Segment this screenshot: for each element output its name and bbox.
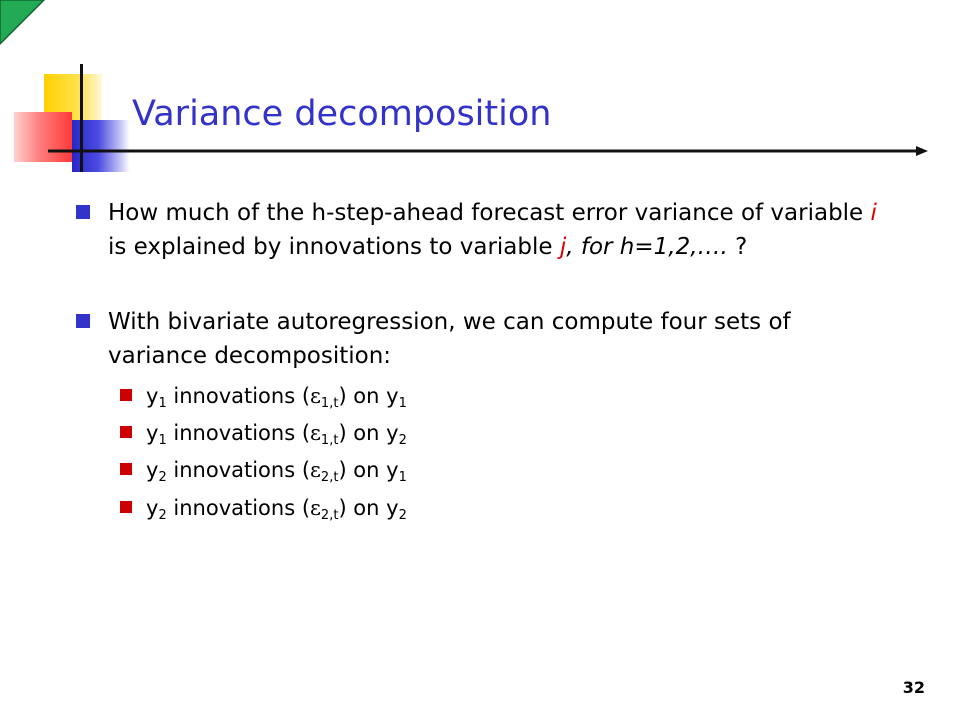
variable-j: j bbox=[559, 234, 567, 260]
sub-bullet-marker bbox=[120, 426, 132, 438]
sub-bullet-marker bbox=[120, 501, 132, 513]
sub-bullet-marker bbox=[120, 463, 132, 475]
variable-i: i bbox=[870, 200, 877, 226]
title-underline-arrow bbox=[0, 0, 960, 170]
bullet-2-line-2: variance decomposition: bbox=[108, 343, 392, 369]
sub-bullet-3: $y_2$ innovations $(\varepsilon_{2,t})$ on $y_1$ bbox=[146, 458, 407, 485]
bullet-1 bbox=[108, 196, 908, 264]
bullet-marker bbox=[76, 314, 90, 328]
bullet-2 bbox=[108, 305, 908, 373]
page-number: 32 bbox=[902, 678, 925, 697]
sub-bullet-1: $y_1$ innovations $(\varepsilon_{1,t})$ on $y_1$ bbox=[146, 384, 407, 411]
sub-bullet-2: $y_1$ innovations $(\varepsilon_{1,t})$ on $y_2$ bbox=[146, 421, 407, 448]
bullet-2-line-1: With bivariate autoregression, we can compute four sets of bbox=[108, 309, 791, 335]
bullet-1-line-2: is explained by innovations to variable j, for h=1,2,…. ? bbox=[108, 234, 748, 260]
slide-title: Variance decomposition bbox=[132, 94, 552, 134]
bullet-1-line-1: How much of the h-step-ahead forecast error variance of variable i bbox=[108, 200, 877, 226]
sub-bullet-4: $y_2$ innovations $(\varepsilon_{2,t})$ on $y_2$ bbox=[146, 496, 407, 523]
sub-bullet-marker bbox=[120, 389, 132, 401]
bullet-marker bbox=[76, 205, 90, 219]
